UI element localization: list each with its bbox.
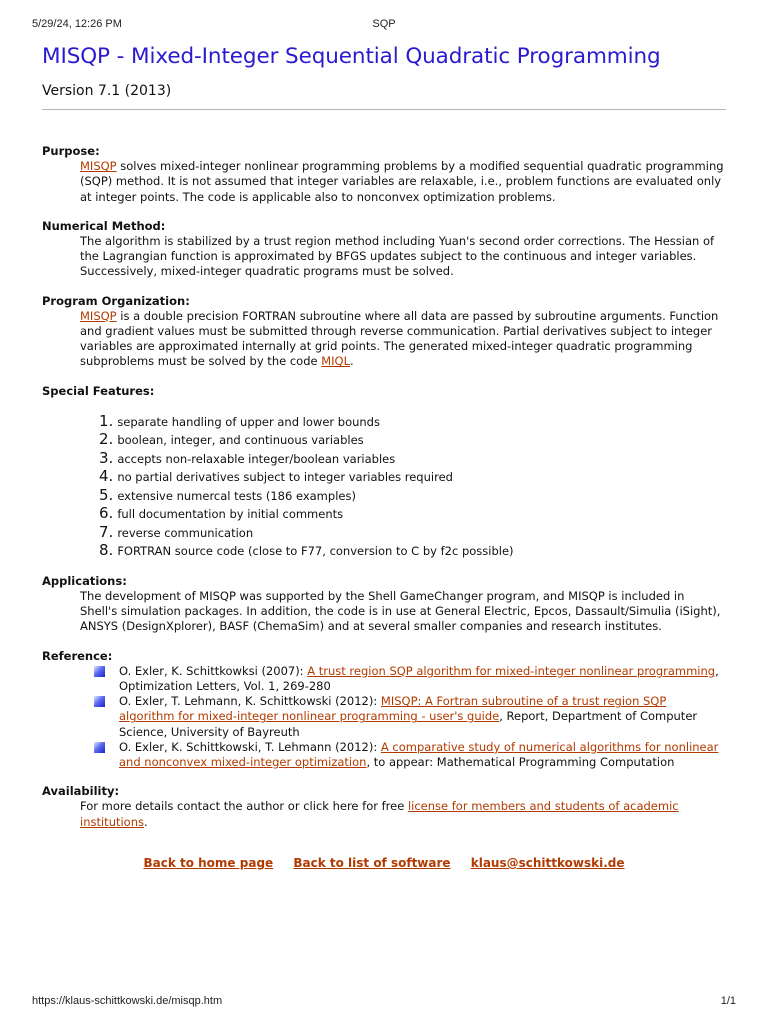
page-title: MISQP - Mixed-Integer Sequential Quadratic Programming [42,44,661,69]
features-list [42,412,726,560]
reference-item [94,664,726,694]
email-link[interactable]: klaus@schittkowski.de [470,856,625,870]
reference-authors: O. Exler, T. Lehmann, K. Schittkowski (2012): [119,694,381,709]
misqp-link[interactable]: MISQP [80,159,117,174]
list-number: 6. [99,504,114,523]
purpose-section [42,144,726,205]
availability-body [42,799,726,829]
purpose-body [42,159,726,205]
back-to-software-link[interactable]: Back to list of software [293,856,451,870]
features-section [42,384,726,560]
list-item [99,541,726,560]
square-bullet-icon [94,696,105,707]
numerical-text: The algorithm is stabilized by a trust region method including Yuan's second order corrections. The Hessian of the Lagrangian function is approximated by BFGS updates subject to the continuous and integer variables. Successively, mixed-integer quadratic programs must be solved. [80,234,715,279]
list-item [99,449,726,468]
purpose-text: solves mixed-integer nonlinear programming problems by a modified sequential quadratic programming (SQP) method. It is not assumed that integer variables are relaxable, i.e., problem functions are evaluated only at integer points. The code is applicable also to nonconvex optimization problems. [80,159,724,204]
numerical-section [42,219,726,280]
list-item [99,430,726,449]
print-url: https://klaus-schittkowski.de/misqp.htm [32,995,223,1007]
misqp-link-2[interactable]: MISQP [80,308,117,323]
reference-link[interactable]: MISQP: A Fortran subroutine of a trust region SQP algorithm for mixed-integer nonlinear programming - user's guide [119,694,667,724]
applications-text: The development of MISQP was supported by the Shell GameChanger program, and MISQP is included in Shell's simulation packages. In addition, the code is in use at General Electric, Epcos, Dassault/Simulia (iSight), ANSYS (DesignXplorer), BASF (ChemaSim) and at several smaller companies and research institutes. [80,589,721,634]
page-content [42,44,726,830]
list-item [99,504,726,523]
reference-source: , to appear: Mathematical Programming Computation [366,755,675,770]
availability-section [42,784,726,830]
reference-source: , Report, Department of Computer Science, University of Bayreuth [119,709,698,739]
bottom-nav [0,856,768,870]
print-title: SQP [372,18,396,30]
list-item [99,412,726,431]
reference-authors: O. Exler, K. Schittkowski, T. Lehmann (2012): [119,739,381,754]
reference-item [94,694,726,740]
list-text: no partial derivatives subject to integer variables required [117,470,453,485]
list-number: 1. [99,411,114,430]
reference-section [42,649,726,771]
license-link[interactable]: license for members and students of academic institutions [80,799,679,829]
organization-text: is a double precision FORTRAN subroutine where all data are passed by subroutine arguments. Function and gradient values must be submitted through reverse communication. Partial derivatives subject to integer variables are approximated internally at grid points. The generated mixed-integer quadratic programming subproblems must be solved by the code [80,308,719,369]
list-text: separate handling of upper and lower bounds [117,414,380,429]
organization-body [42,309,726,370]
list-text: reverse communication [117,525,254,540]
reference-link[interactable]: A comparative study of numerical algorithms for nonlinear and nonconvex mixed-integer optimization [119,739,719,770]
list-text: accepts non-relaxable integer/boolean variables [117,451,396,466]
list-number: 4. [99,467,114,486]
miql-link[interactable]: MIQL [321,354,351,369]
availability-text-end: . [144,814,148,829]
print-datetime: 5/29/24, 12:26 PM [32,18,122,30]
reference-source: , Optimization Letters, Vol. 1, 269-280 [119,663,719,694]
list-text: boolean, integer, and continuous variables [117,433,364,448]
list-item [99,467,726,486]
back-to-home-link[interactable]: Back to home page [143,856,274,870]
square-bullet-icon [94,666,105,677]
list-number: 8. [99,541,114,560]
reference-item [94,740,726,770]
list-number: 7. [99,522,114,541]
numerical-heading: Numerical Method: [42,218,166,233]
list-item [99,486,726,505]
reference-heading: Reference: [42,648,113,663]
applications-heading: Applications: [42,573,127,588]
reference-link[interactable]: A trust region SQP algorithm for mixed-integer nonlinear programming [307,663,716,678]
print-page-number: 1/1 [720,995,736,1007]
availability-text: For more details contact the author or click here for free [80,799,408,814]
version-label: Version 7.1 (2013) [42,83,172,99]
reference-list [42,664,726,770]
purpose-heading: Purpose: [42,144,100,158]
list-item [99,523,726,542]
organization-heading: Program Organization: [42,293,190,308]
list-text: extensive numercal tests (186 examples) [117,488,356,503]
divider [42,109,726,110]
reference-authors: O. Exler, K. Schittkowksi (2007): [119,663,308,678]
list-number: 5. [99,485,114,504]
features-heading: Special Features: [42,383,155,398]
list-number: 3. [99,448,114,467]
organization-section [42,294,726,370]
organization-text-end: . [350,354,354,369]
square-bullet-icon [94,742,105,753]
list-text: full documentation by initial comments [117,507,344,522]
applications-section [42,574,726,635]
list-number: 2. [99,430,114,449]
availability-heading: Availability: [42,784,120,799]
list-text: FORTRAN source code (close to F77, conversion to C by f2c possible) [117,544,514,559]
